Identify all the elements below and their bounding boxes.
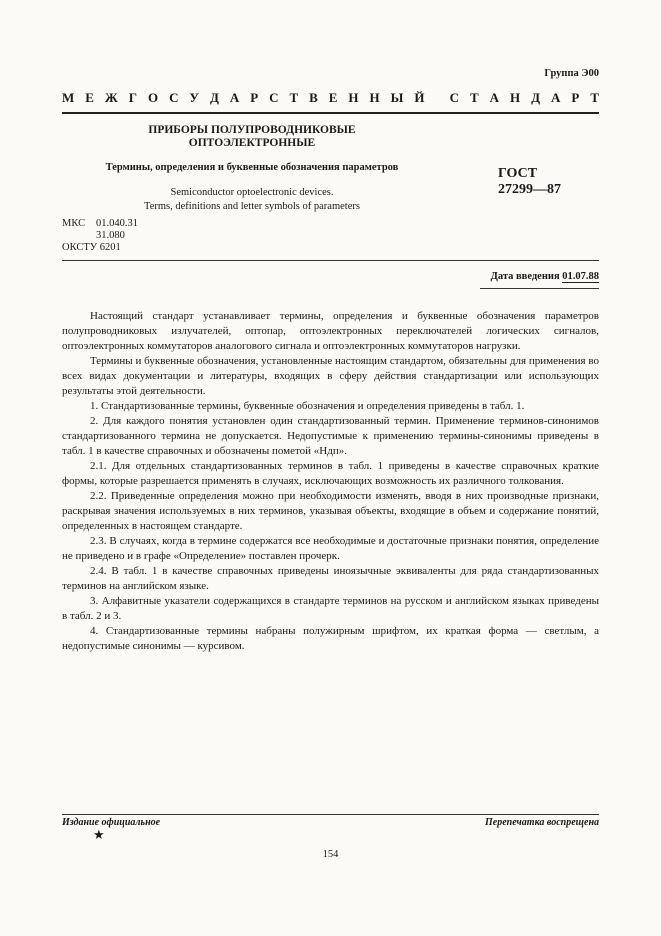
banner-letter: У (189, 90, 199, 105)
banner-letter (435, 90, 438, 106)
gost-label: ГОСТ (498, 166, 538, 181)
date-value: 01.07.88 (562, 271, 599, 282)
banner-letter: Е (85, 90, 94, 105)
banner-letter: Ж (104, 90, 118, 105)
banner-letter: Т (590, 90, 599, 105)
reprint-notice: Перепечатка воспрещена (485, 817, 599, 828)
banner-letter: В (309, 90, 318, 105)
date-rule (480, 288, 599, 289)
english-title-line-2: Terms, definitions and letter symbols of parameters (144, 201, 360, 212)
banner-letter: М (62, 90, 75, 105)
mks-code-1: 01.040.31 (96, 218, 138, 229)
paragraph: 2.3. В случаях, когда в термине содержатся все необходимые и достаточные признаки понятия, определение не приведено и в графе «Определение» поставлен прочерк. (62, 535, 599, 562)
header-rule (62, 260, 599, 261)
title-line-2: ОПТОЭЛЕКТРОННЫЕ (188, 137, 316, 149)
banner-letter: А (551, 90, 561, 105)
banner-letter: А (489, 90, 500, 105)
paragraph: 2.4. В табл. 1 в качестве справочных приведены иноязычные эквиваленты для ряда стандартизованных терминов на английском языке. (62, 565, 599, 592)
page-number: 154 (322, 849, 339, 860)
paragraph: 4. Стандартизованные термины набраны полужирным шрифтом, их краткая форма — светлым, а недопустимые синонимы — курсивом. (62, 625, 599, 652)
footer-rule (62, 814, 599, 815)
standard-banner (62, 90, 599, 106)
classification-codes (62, 218, 138, 254)
banner-letter: Т (289, 90, 299, 105)
group-code: Группа Э00 (544, 68, 599, 79)
paragraph: Термины и буквенные обозначения, установленные настоящим стандартом, обязательны для применения во всех видах документации и литературы, входящих в сферу действия стандартизации или использующих результаты этой деятельности. (62, 355, 599, 397)
banner-letter: С (169, 90, 179, 105)
gost-designation (498, 166, 561, 198)
date-label: Дата введения (490, 271, 560, 282)
banner-letter: Т (470, 90, 479, 105)
banner-letter: А (229, 90, 240, 105)
title-line-1: ПРИБОРЫ ПОЛУПРОВОДНИКОВЫЕ (148, 124, 356, 136)
paragraph: 2.1. Для отдельных стандартизованных терминов в табл. 1 приведены в качестве справочных краткие формы, которые разрешается применять в случаях, исключающих возможность их различного толкования. (62, 460, 599, 487)
banner-letter: Н (510, 90, 521, 105)
mks-code-2: 31.080 (96, 230, 125, 241)
english-title-line-1: Semiconductor optoelectronic devices. (170, 187, 334, 198)
english-title (62, 186, 442, 214)
paragraph: Настоящий стандарт устанавливает термины, определения и буквенные обозначения параметров полупроводниковых излучателей, оптопар, оптоэлектронных переключателей логических сигналов, оптоэлектронных коммутаторов аналогового сигнала и оптоэлектронных коммутаторов нагрузки. (62, 310, 599, 352)
banner-letter: Е (328, 90, 338, 105)
banner-letter: Н (348, 90, 359, 105)
paragraph: 3. Алфавитные указатели содержащихся в стандарте терминов на русском и английском языках приведены в табл. 2 и 3. (62, 595, 599, 622)
mks-label: МКС (62, 218, 86, 229)
banner-letter: Ы (390, 90, 404, 105)
document-subtitle: Термины, определения и буквенные обозначения параметров (105, 162, 399, 173)
banner-letter: С (269, 90, 279, 105)
document-title (62, 124, 442, 150)
okstu-code: ОКСТУ 6201 (62, 242, 121, 253)
banner-letter: Д (209, 90, 219, 105)
banner-letter: Р (250, 90, 259, 105)
body-text (62, 309, 599, 654)
banner-letter: О (147, 90, 159, 105)
gost-number: 27299—87 (498, 182, 561, 197)
star-icon: ★ (93, 827, 105, 842)
paragraph: 1. Стандартизованные термины, буквенные обозначения и определения приведены в табл. 1. (90, 400, 525, 412)
banner-letter: Н (369, 90, 380, 105)
banner-letter: Г (128, 90, 137, 105)
effective-date (491, 271, 599, 282)
top-rule (62, 112, 599, 114)
paragraph: 2. Для каждого понятия установлен один стандартизованный термин. Применение терминов-синонимов стандартизованного термина не допускается. Недопустимые к применению термины-синонимы приведены в табл. 1 в качестве справочных и обозначены пометой «Ндп». (62, 415, 599, 457)
banner-letter: Р (571, 90, 580, 105)
official-edition-note: Издание официальное (62, 817, 161, 828)
banner-letter: С (449, 90, 460, 105)
banner-letter: Д (531, 90, 541, 105)
paragraph: 2.2. Приведенные определения можно при необходимости изменять, вводя в них производные признаки, раскрывая значения используемых в них терминов, указывая объекты, входящие в объем и содержание понятий, определенных в настоящем стандарте. (62, 490, 599, 532)
banner-letter: Й (414, 90, 425, 105)
